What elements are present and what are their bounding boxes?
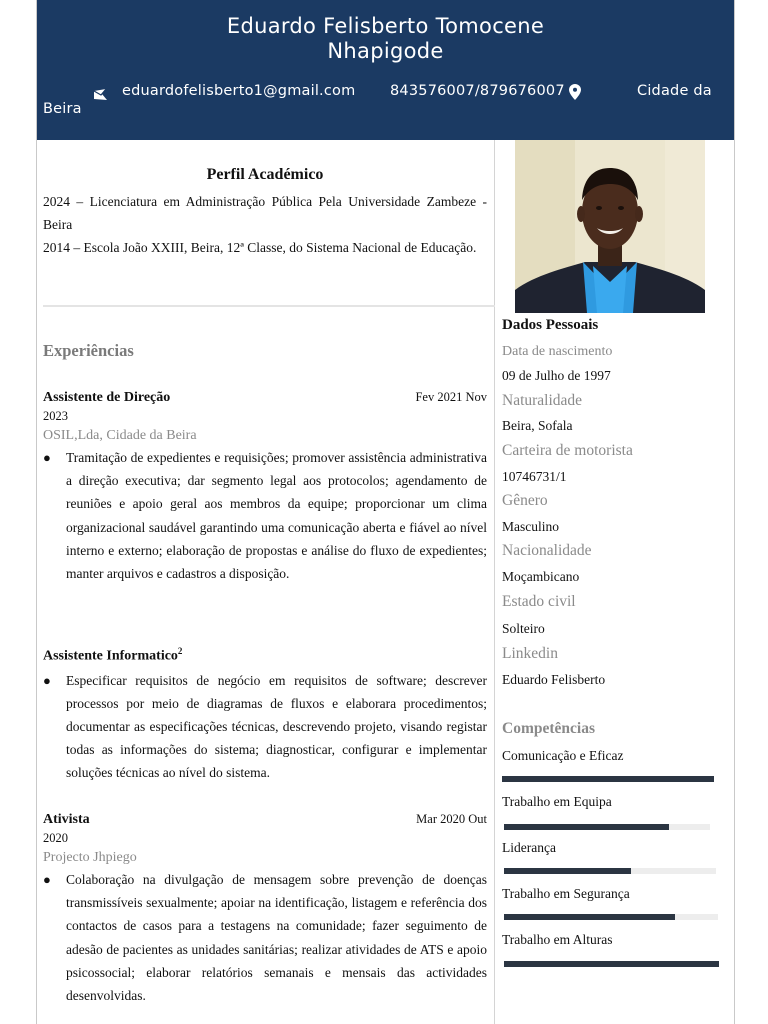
field-value: 09 de Julho de 1997 xyxy=(502,368,611,383)
profile-photo xyxy=(515,140,705,313)
skill-label: Liderança xyxy=(502,840,556,855)
skill-label: Trabalho em Alturas xyxy=(502,932,613,947)
job-description xyxy=(43,868,487,1007)
field-label: Gênero xyxy=(502,492,548,509)
email-link[interactable]: eduardofelisberto1@gmail.com xyxy=(122,83,356,99)
field-label: Linkedin xyxy=(502,645,558,662)
job-description xyxy=(43,669,487,785)
skill-label: Trabalho em Segurança xyxy=(502,886,630,901)
section-divider xyxy=(43,305,495,307)
skill-bar-fill xyxy=(502,776,714,782)
job-organization: Projecto Jhpiego xyxy=(43,850,137,865)
resume-header xyxy=(37,0,734,140)
field-label: Nacionalidade xyxy=(502,542,592,559)
bullet-icon: ● xyxy=(43,872,51,887)
skill-bar xyxy=(504,868,716,874)
job-date: Fev 2021 Nov xyxy=(415,390,487,404)
job-description xyxy=(43,446,487,585)
column-divider xyxy=(494,140,495,1024)
field-label: Data de nascimento xyxy=(502,344,613,359)
field-label: Estado civil xyxy=(502,593,576,610)
job-title: Assistente de Direção xyxy=(43,390,171,405)
job-description-text: Colaboração na divulgação de mensagem sobre prevenção de doenças transmissíveis sexualmente; apoiar na identificação, listagem e referência dos contactos de casos para a testagens na comunidade; fazer seguimento de adesão de pacientes as unidades sanitárias; realizar atividades de ATS e apoio psicossocial; elaborar relatórios semanais e mensais das actividades desenvolvidas. xyxy=(66,872,487,1004)
skills-title: Competências xyxy=(502,720,595,737)
skill-bar-fill xyxy=(504,914,675,920)
experience-item xyxy=(43,812,487,1007)
academic-title: Perfil Académico xyxy=(206,166,324,183)
job-description-text: Especificar requisitos de negócio em requisitos de software; descrever processos por meio de diagramas de fluxos e elaborara procedimentos; documentar as especificações técnicas, descrevendo projeto, visando registar todas as informações do sistema; diagnosticar, configurar e implementar soluções técnicas ao nível do sistema. xyxy=(66,672,487,781)
skill-bar-fill xyxy=(504,868,631,874)
experience-title: Experiências xyxy=(43,341,134,360)
job-year: 2023 xyxy=(43,409,68,423)
experience-item xyxy=(43,646,487,785)
personal-data-title: Dados Pessoais xyxy=(502,317,599,333)
skill-bar-fill xyxy=(504,961,719,967)
skill-bar-fill xyxy=(504,824,669,830)
mail-icon xyxy=(93,88,109,106)
skill-label: Trabalho em Equipa xyxy=(502,794,612,809)
job-description-text: Tramitação de expedientes e requisições; promover assistência administrativa a direção executiva; dar segmento legal aos protocolos; agendamento de reuniões e apoio geral aos membros da equipe; proporcionar um clima organizacional saudável garantindo uma comunicação aberta e fiável ao nível interno e externo; elaboração de propostas e análise do fluxo de expedientes; manter arquivos e cadastros a disposição. xyxy=(66,450,487,582)
academic-entry: 2014 – Escola João XXIII, Beira, 12ª Classe, do Sistema Nacional de Educação. xyxy=(43,240,477,255)
job-title-text: Assistente Informatico xyxy=(43,648,178,664)
location-pin-icon xyxy=(569,84,581,105)
phone-number: 843576007/879676007 xyxy=(390,83,565,99)
field-value: Beira, Sofala xyxy=(502,418,573,433)
left-column xyxy=(43,140,487,1004)
experience-item xyxy=(43,390,487,585)
field-value: Solteiro xyxy=(502,621,545,636)
job-date: Mar 2020 Out xyxy=(416,812,487,826)
resume-page xyxy=(36,0,735,1024)
skill-bar xyxy=(504,824,710,830)
city-line-1: Cidade da xyxy=(637,83,712,99)
skill-bar xyxy=(502,776,714,782)
footnote-marker: 2 xyxy=(177,646,183,656)
field-value: Masculino xyxy=(502,519,559,534)
field-value: 10746731/1 xyxy=(502,469,567,484)
name-line-2: Nhapigode xyxy=(327,39,444,63)
candidate-name xyxy=(37,14,734,64)
skill-bar xyxy=(504,914,718,920)
bullet-icon: ● xyxy=(43,672,51,688)
skill-bar xyxy=(504,961,719,967)
job-title: Ativista xyxy=(43,812,90,827)
bullet-icon: ● xyxy=(43,450,51,465)
job-organization: OSIL,Lda, Cidade da Beira xyxy=(43,428,197,443)
job-year: 2020 xyxy=(43,831,68,845)
field-value: Eduardo Felisberto xyxy=(502,672,606,687)
academic-entry: 2024 – Licenciatura em Administração Pública Pela Universidade Zambeze - Beira xyxy=(43,194,487,232)
skill-label: Comunicação e Eficaz xyxy=(502,748,624,763)
field-label: Carteira de motorista xyxy=(502,442,633,459)
field-value: Moçambicano xyxy=(502,569,580,584)
job-title xyxy=(43,646,182,665)
field-label: Naturalidade xyxy=(502,392,583,409)
name-line-1: Eduardo Felisberto Tomocene xyxy=(226,14,545,38)
city-line-2: Beira xyxy=(43,101,82,117)
